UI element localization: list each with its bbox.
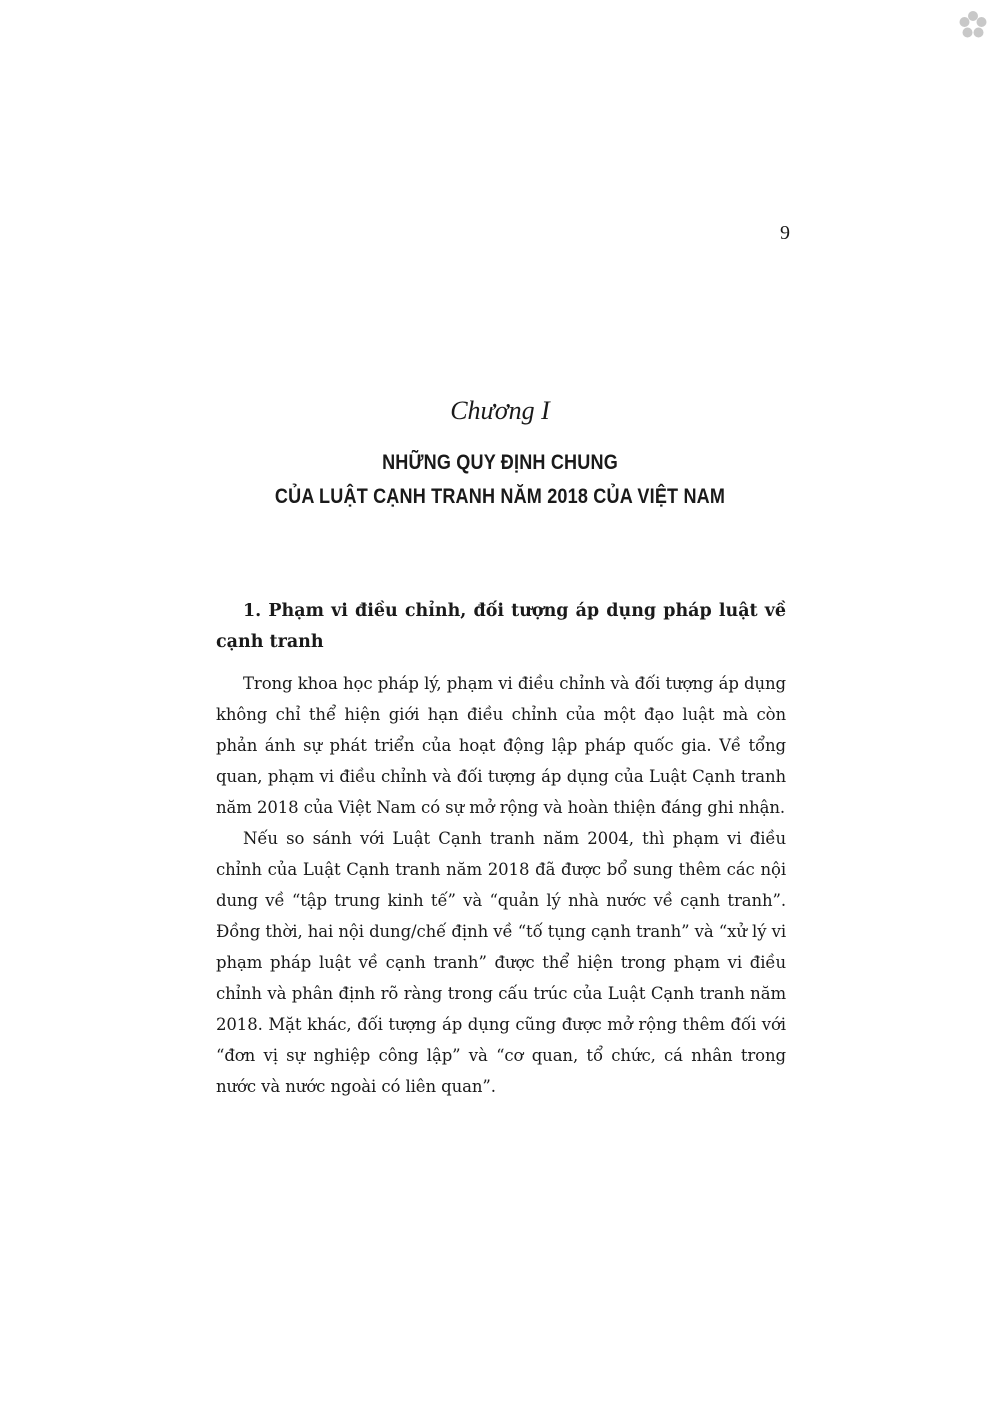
paragraph: Nếu so sánh với Luật Cạnh tranh năm 2004, thì phạm vi điều chỉnh của Luật Cạnh tranh năm 2018 đã được bổ sung thêm các nội dung về “tập trung kinh tế” và “quản lý nhà nước về cạnh tranh”. Đồng thời, hai nội dung/chế định về “tố tụng cạnh tranh” và “xử lý vi phạm pháp luật về cạnh tranh” được thể hiện trong phạm vi điều chỉnh và phân định rõ ràng trong cấu trúc của Luật Cạnh tranh năm 2018. Mặt khác, đối tượng áp dụng cũng được mở rộng thêm đối với “đơn vị sự nghiệp công lập” và “cơ quan, tổ chức, cá nhân trong nước và nước ngoài có liên quan”. [216, 829, 786, 1096]
chapter-label: Chương I [450, 396, 550, 425]
chapter-title [242, 446, 758, 514]
flower-ornament-icon [958, 10, 988, 40]
paragraph: Trong khoa học pháp lý, phạm vi điều chỉnh và đối tượng áp dụng không chỉ thể hiện giới hạn điều chỉnh của một đạo luật mà còn phản ánh sự phát triển của hoạt động lập pháp quốc gia. Về tổng quan, phạm vi điều chỉnh và đối tượng áp dụng của Luật Cạnh tranh năm 2018 của Việt Nam có sự mở rộng và hoàn thiện đáng ghi nhận. [216, 674, 786, 817]
chapter-title-line: CỦA LUẬT CẠNH TRANH NĂM 2018 CỦA VIỆT NAM [274, 485, 726, 508]
page-number: 9 [780, 222, 790, 244]
body-text [216, 668, 786, 1102]
chapter-title-line: NHỮNG QUY ĐỊNH CHUNG [382, 451, 618, 474]
section-heading: 1. Phạm vi điều chỉnh, đối tượng áp dụng pháp luật về cạnh tranh [216, 601, 786, 652]
